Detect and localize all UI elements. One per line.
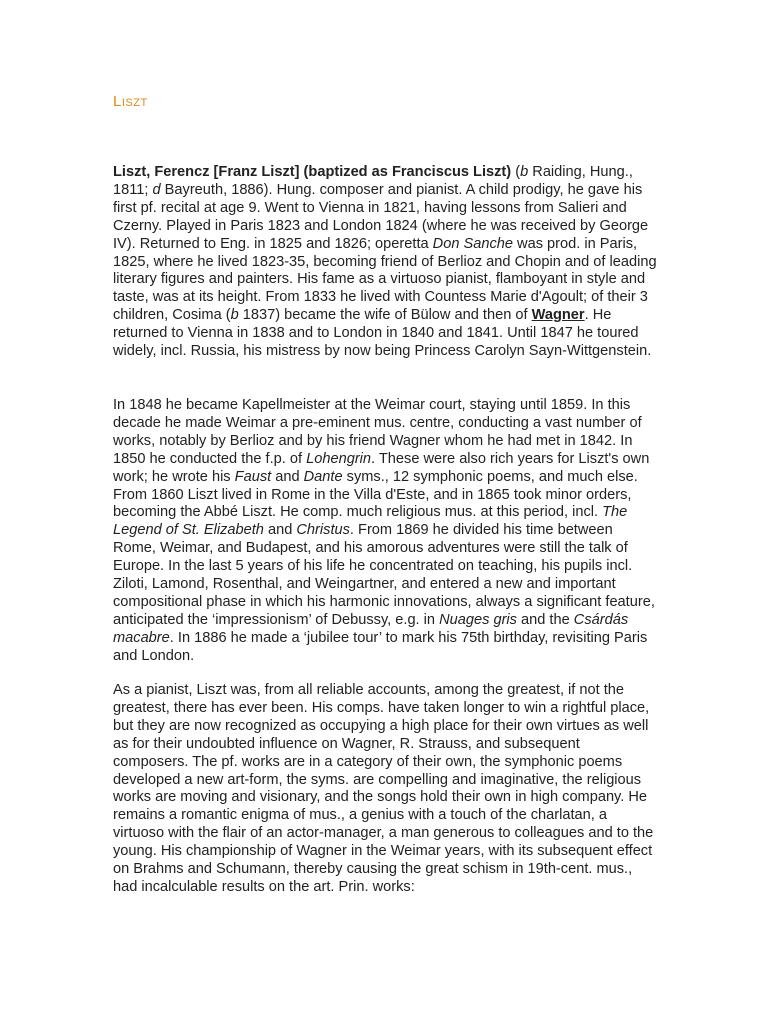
paragraph-biography bbox=[113, 164, 658, 361]
text: . From 1869 he divided his time between Rome, Weimar, and Budapest, and his amorous adventures were still the talk of Europe. In the last 5 years of his life he concentrated on teaching, his pupils incl. Ziloti, Lamond, Rosenthal, and Weingartner, and entered a new and important compositional phase in which his harmonic innovations, always a significant feature, anticipated the ‘impressionism’ of Debussy, e.g. in bbox=[113, 522, 655, 628]
text: In 1848 he became Kapellmeister at the Weimar court, staying until 1859. In this decade he made Weimar a pre-eminent mus. centre, conducting a vast number of works, notably by Berlioz and by his friend Wagner whom he had met in 1842. In 1850 he conducted the f.p. of bbox=[113, 397, 642, 467]
page-title: Liszt bbox=[113, 93, 148, 110]
work-title: Faust bbox=[234, 468, 272, 485]
wagner-link[interactable]: Wagner bbox=[531, 307, 585, 324]
text: syms., 12 symphonic poems, and much else. From 1860 Liszt lived in Rome in the Villa d'Este, and in 1865 took minor orders, becoming the Abbé Liszt. He comp. much religious mus. at this period, incl. bbox=[113, 468, 638, 521]
paragraph-assessment: As a pianist, Liszt was, from all reliable accounts, among the greatest, if not the greatest, there has ever been. His comps. have taken longer to win a rightful place, but they are now recognized as occupying a high place for their own virtues as well as for their undoubted influence on Wagner, R. Strauss, and subsequent composers. The pf. works are in a category of their own, the symphonic poems developed a new art-form, the syms. are compelling and imaginative, the religious works are moving and visionary, and the songs hold their own in high company. He remains a romantic enigma of mus., a genius with a touch of the charlatan, a virtuoso with the flair of an actor-manager, a man generous to colleagues and to the young. His championship of Wagner in the Weimar years, with its subsequent effect on Brahms and Schumann, thereby causing the great schism in 19th-cent. mus., had incalculable results on the art. Prin. works: bbox=[113, 682, 654, 895]
text: 1837) became the wife of Bülow and then of bbox=[238, 307, 532, 324]
work-title: Nuages gris bbox=[439, 611, 517, 628]
paragraph-weimar bbox=[113, 397, 658, 666]
work-title: Christus bbox=[296, 522, 350, 539]
work-title: Dante bbox=[303, 468, 343, 485]
text: Bayreuth, 1886). Hung. composer and pianist. A child prodigy, he gave his first pf. recital at age 9. Went to Vienna in 1821, having lessons from Salieri and Czerny. Played in Paris 1823 and London 1824 (where he was received by George IV). Returned to Eng. in 1825 and 1826; operetta bbox=[113, 181, 649, 252]
text: . In 1886 he made a ‘jubilee tour’ to mark his 75th birthday, revisiting Paris and London. bbox=[113, 629, 648, 664]
entry-name: Liszt, Ferencz [Franz Liszt] (baptized as Franciscus Liszt) bbox=[113, 164, 512, 180]
text: . These were also rich years for Liszt's own work; he wrote his bbox=[113, 450, 650, 485]
text: and the bbox=[516, 611, 574, 628]
work-title: The Legend of St. Elizabeth bbox=[113, 504, 628, 539]
text: . He returned to Vienna in 1838 and to London in 1840 and 1841. Until 1847 he toured widely, incl. Russia, his mistress by now being Princess Carolyn Sayn-Wittgenstein. bbox=[113, 307, 652, 360]
text: Raiding, Hung., 1811; bbox=[113, 164, 633, 198]
text-italic: b bbox=[520, 164, 529, 180]
text: and bbox=[271, 468, 304, 485]
text: ( bbox=[511, 164, 521, 180]
text-italic: d bbox=[152, 181, 161, 198]
text-italic: b bbox=[230, 307, 239, 324]
work-title: Csárdás macabre bbox=[113, 611, 629, 646]
text: and bbox=[263, 522, 297, 539]
work-title: Don Sanche bbox=[432, 235, 513, 252]
work-title: Lohengrin bbox=[306, 450, 372, 467]
text: was prod. in Paris, 1825, where he lived 1823-35, becoming friend of Berlioz and Chopin and of leading literary figures and painters. His fame as a virtuoso pianist, flamboyant in style and taste, was at its height. From 1833 he lived with Countess Marie d'Agoult; of their 3 children, Cosima ( bbox=[113, 235, 657, 324]
